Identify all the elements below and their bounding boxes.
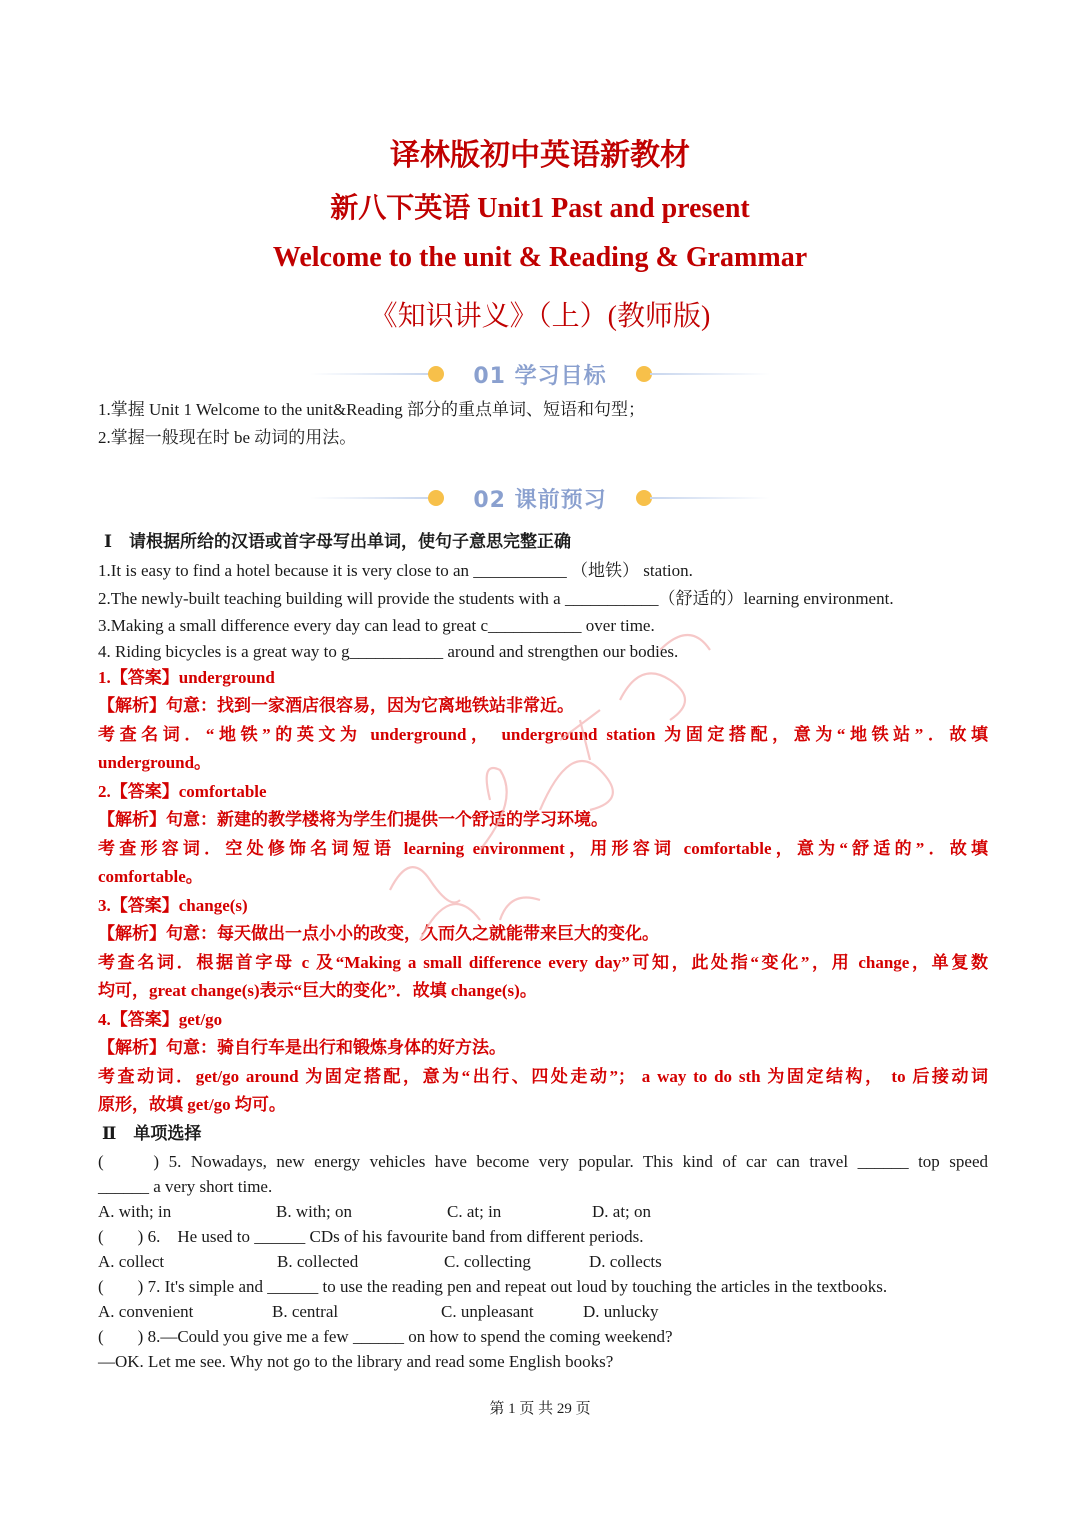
question-8: ( ) 8.—Could you give me a few ______ on how to spend the coming weekend? <box>98 1327 673 1346</box>
subtitle-edition: 《知识讲义》（上）(教师版) <box>369 301 711 332</box>
section-label: 02 课前预习 <box>473 488 607 513</box>
explanation-3: 【解析】句意：每天做出一点小小的改变，久而久之就能带来巨大的变化。 <box>98 924 659 943</box>
main-title: 译林版初中英语新教材 <box>390 139 690 172</box>
section-label: 01 学习目标 <box>473 364 607 389</box>
explanation-3: 考查名词．根据首字母 c 及“Making a small difference every day”可知，此处指“变化”，用 change，单复数 <box>98 953 988 972</box>
explanation-4: 【解析】句意：骑自行车是出行和锻炼身体的好方法。 <box>98 1038 506 1057</box>
options-7 <box>98 1301 988 1323</box>
option: C. collecting <box>444 1252 531 1271</box>
section-header-goals <box>310 359 770 389</box>
divider <box>310 373 430 375</box>
question-6: ( ) 6. He used to ______ CDs of his favourite band from different periods. <box>98 1227 644 1246</box>
explanation-1: 【解析】句意：找到一家酒店很容易，因为它离地铁站非常近。 <box>98 696 574 715</box>
page-footer: 第 1 页 共 29 页 <box>489 1401 591 1417</box>
answer-3: 3.【答案】change(s) <box>98 896 248 915</box>
explanation-3: 均可，great change(s)表示“巨大的变化”．故填 change(s)。 <box>98 981 537 1000</box>
dot-icon <box>428 490 444 506</box>
option: A. collect <box>98 1252 165 1271</box>
option: C. at; in <box>447 1202 502 1221</box>
divider <box>310 497 430 499</box>
question-7: ( ) 7. It's simple and ______ to use the reading pen and repeat out loud by touching the articles in the textbooks. <box>98 1277 888 1296</box>
dot-icon <box>428 366 444 382</box>
options-6 <box>98 1251 988 1273</box>
question-8: —OK. Let me see. Why not go to the library and read some English books? <box>98 1352 614 1371</box>
watermark-stamp <box>360 560 760 980</box>
subtitle-sections: Welcome to the unit & Reading & Grammar <box>272 242 808 273</box>
part2-heading: Ⅱ 单项选择 <box>102 1124 202 1143</box>
divider <box>650 373 770 375</box>
explanation-2: comfortable。 <box>98 867 203 886</box>
question-5: ( ) 5. Nowadays, new energy vehicles have become very popular. This kind of car can travel ______ top speed <box>98 1152 988 1171</box>
answer-4: 4.【答案】get/go <box>98 1010 223 1029</box>
option: D. at; on <box>592 1202 652 1221</box>
goal-item: 1.掌握 Unit 1 Welcome to the unit&Reading 部分的重点单词、短语和句型； <box>98 400 645 419</box>
option: B. collected <box>277 1252 359 1271</box>
explanation-1: 考查名词．“地铁”的英文为 underground， underground station 为固定搭配，意为“地铁站”．故填 <box>98 725 988 744</box>
answer-2: 2.【答案】comfortable <box>98 782 267 801</box>
option: D. unlucky <box>583 1302 659 1321</box>
explanation-4: 考查动词．get/go around 为固定搭配，意为“出行、四处走动”； a way to do sth 为固定结构， to 后接动词 <box>98 1067 988 1086</box>
question-3: 3.Making a small difference every day can lead to great c___________ over time. <box>98 616 655 635</box>
section-header-preview <box>310 483 770 513</box>
explanation-2: 【解析】句意：新建的教学楼将为学生们提供一个舒适的学习环境。 <box>98 810 608 829</box>
option: A. convenient <box>98 1302 194 1321</box>
option: C. unpleasant <box>441 1302 534 1321</box>
subtitle-unit: 新八下英语 Unit1 Past and present <box>330 193 750 224</box>
part1-heading: Ⅰ 请根据所给的汉语或首字母写出单词，使句子意思完整正确 <box>104 532 571 551</box>
question-5: ______ a very short time. <box>98 1177 273 1196</box>
option: D. collects <box>589 1252 662 1271</box>
options-5 <box>98 1201 988 1223</box>
divider <box>650 497 770 499</box>
answer-1: 1.【答案】underground <box>98 668 275 687</box>
question-1: 1.It is easy to find a hotel because it is very close to an ___________ （地铁） station. <box>98 561 693 580</box>
option: B. with; on <box>276 1202 353 1221</box>
question-2: 2.The newly-built teaching building will provide the students with a ___________（舒适的）learning environment. <box>98 589 894 608</box>
explanation-1: underground。 <box>98 753 212 772</box>
question-4: 4. Riding bicycles is a great way to g___________ around and strengthen our bodies. <box>98 642 679 661</box>
option: A. with; in <box>98 1202 172 1221</box>
option: B. central <box>272 1302 339 1321</box>
goal-item: 2.掌握一般现在时 be 动词的用法。 <box>98 428 357 447</box>
explanation-2: 考查形容词．空处修饰名词短语 learning environment，用形容词 comfortable，意为“舒适的”．故填 <box>98 839 988 858</box>
explanation-4: 原形，故填 get/go 均可。 <box>98 1095 286 1114</box>
